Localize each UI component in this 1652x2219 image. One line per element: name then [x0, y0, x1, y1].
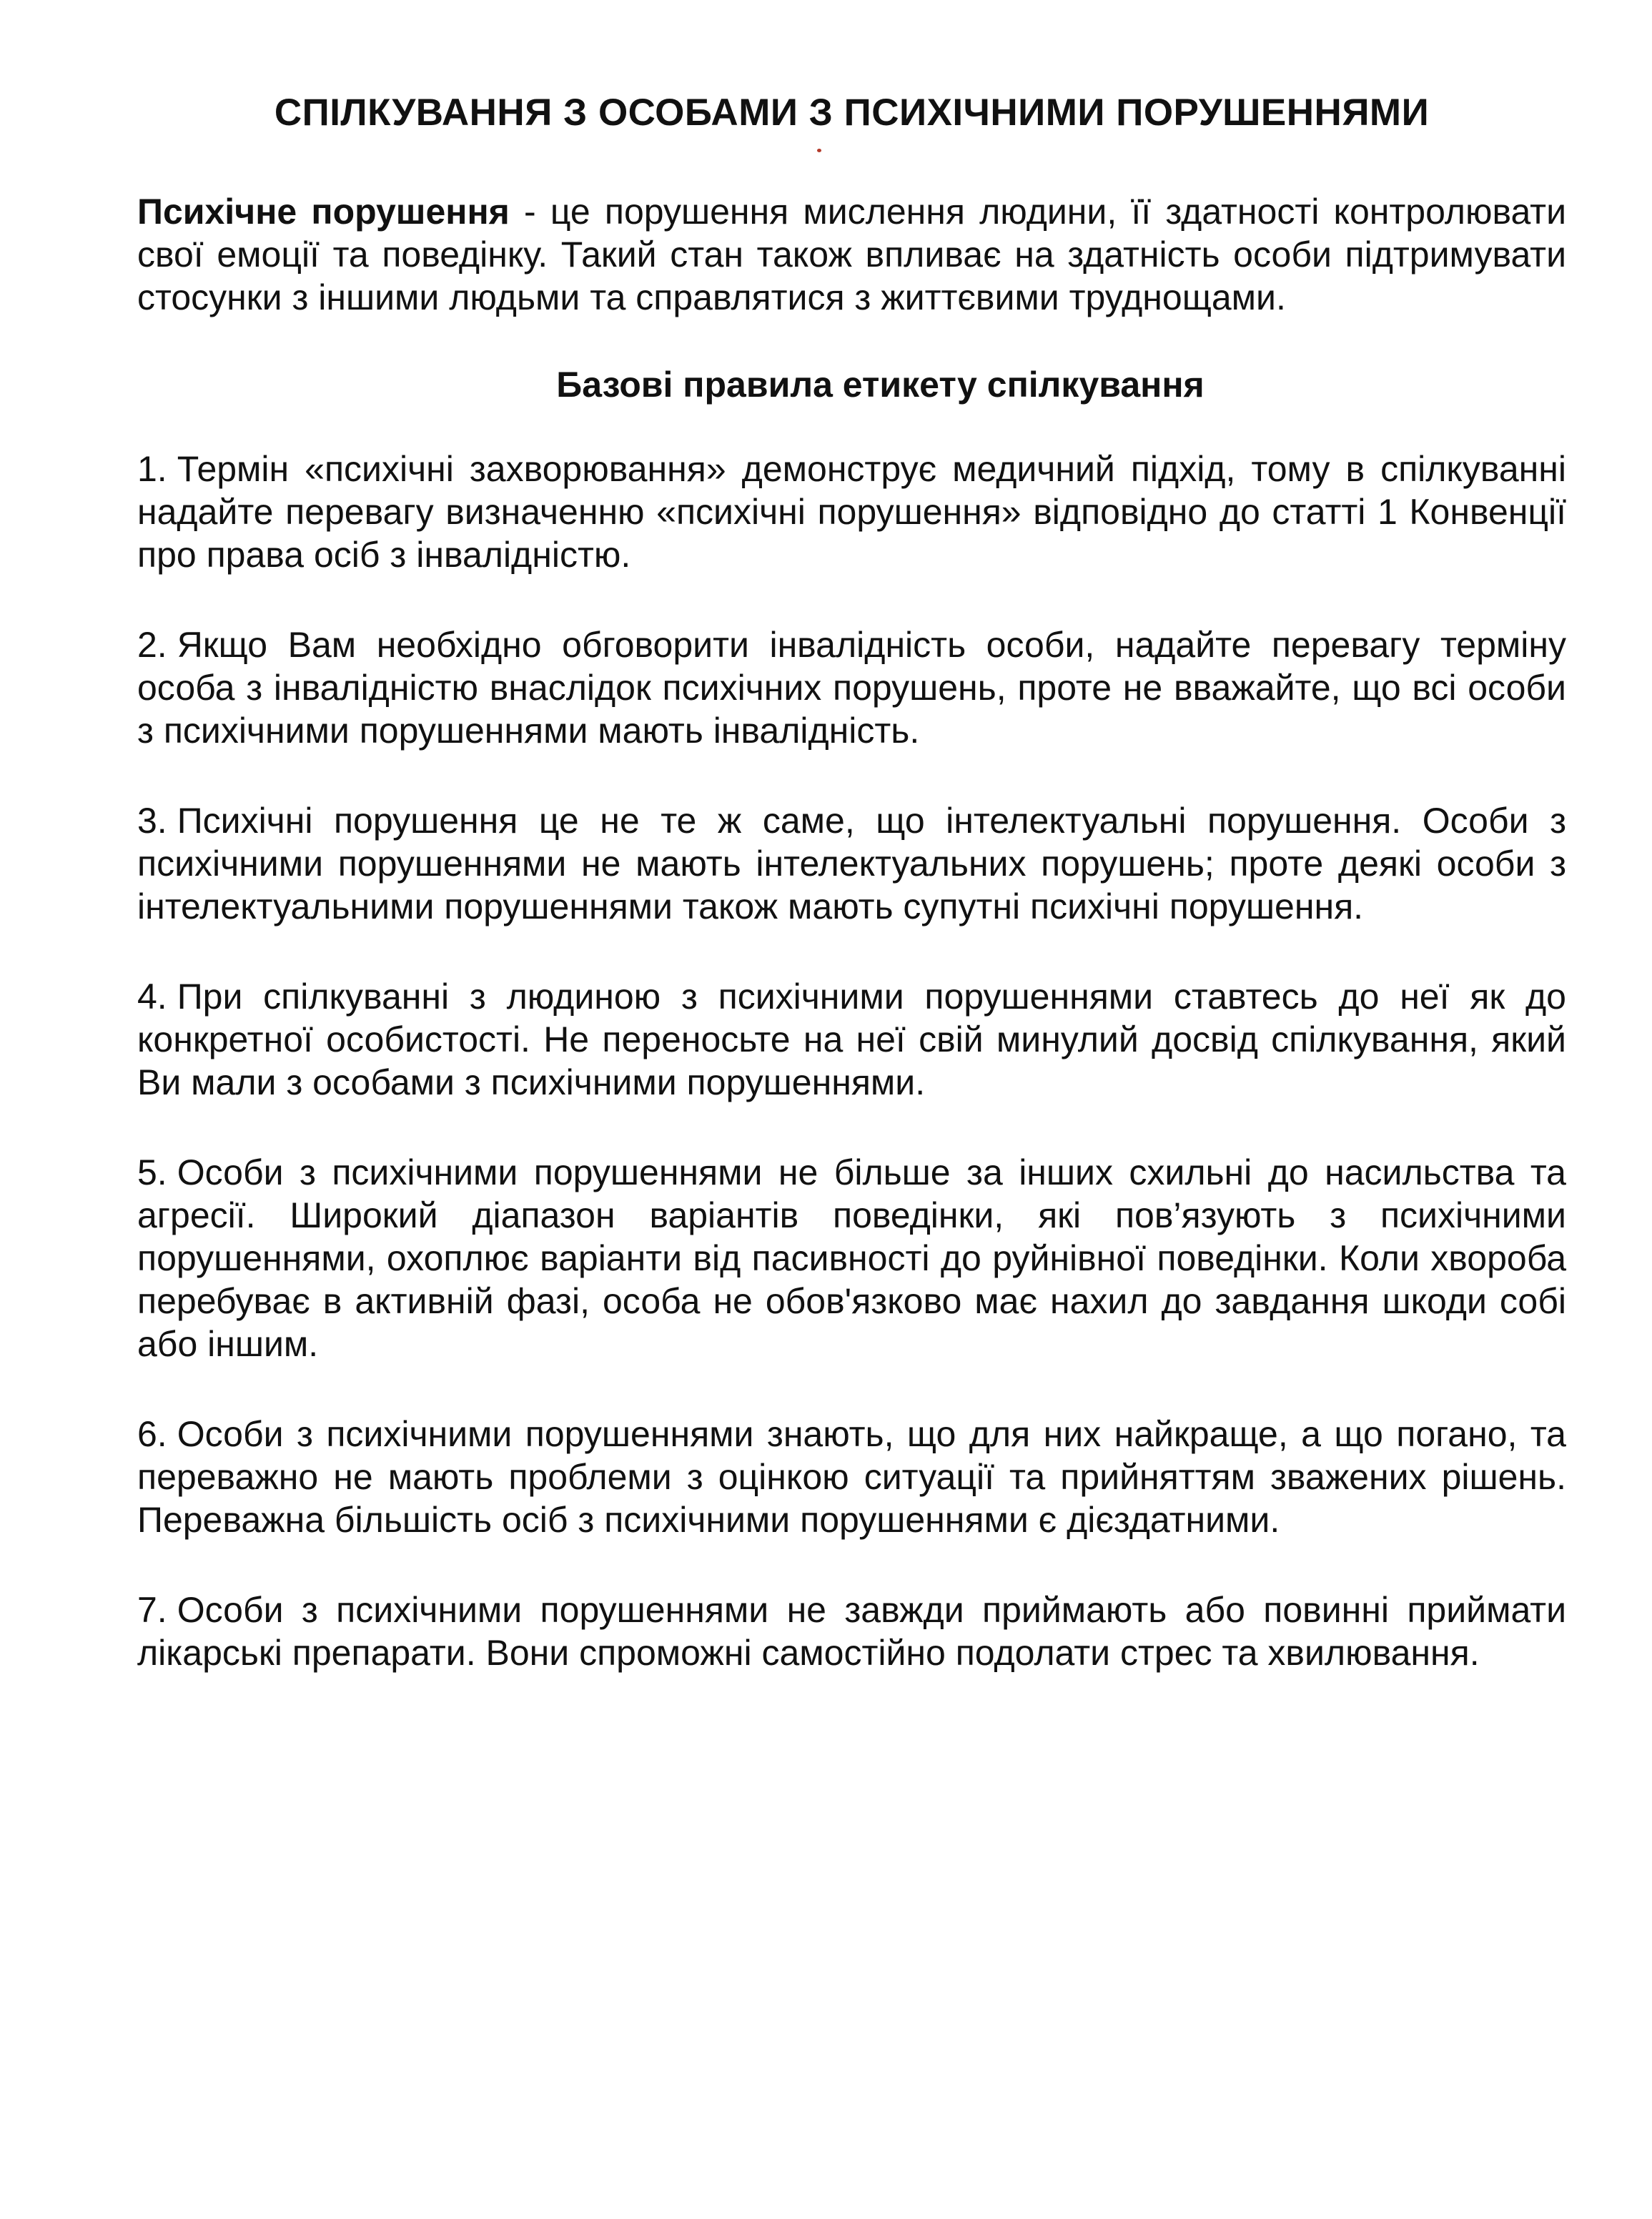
- rule-item: [137, 1588, 1566, 1674]
- section-heading: Базові правила етикету спілкування: [556, 365, 1205, 405]
- ink-dot: [817, 149, 821, 152]
- rule-number: 6.: [137, 1414, 167, 1454]
- rule-text: Термін «психічні захворювання» демонструє медичний підхід, тому в спілкуванні надайте перевагу визначенню «психічні порушення» відповідно до статті 1 Конвенції про права осіб з інвалідністю.: [137, 449, 1566, 575]
- rule-text: Особи з психічними порушеннями не завжди приймають або повинні приймати лікарські препарати. Вони спроможні самостійно подолати стрес та хвилювання.: [137, 1590, 1566, 1673]
- rule-text: При спілкуванні з людиною з психічними порушеннями ставтесь до неї як до конкретної особистості. Не переносьте на неї свій минулий досвід спілкування, який Ви мали з особами з психічними порушеннями.: [137, 977, 1566, 1102]
- rule-text: Якщо Вам необхідно обговорити інвалідність особи, надайте перевагу терміну особа з інвалідністю внаслідок психічних порушень, проте не вважайте, що всі особи з психічними порушеннями мають інвалідність.: [137, 625, 1566, 751]
- rule-number: 7.: [137, 1590, 167, 1630]
- rule-text: Психічні порушення це не те ж саме, що інтелектуальні порушення. Особи з психічними порушеннями не мають інтелектуальних порушень; проте деякі особи з інтелектуальними порушеннями також мають супутні психічні порушення.: [137, 801, 1566, 926]
- rule-item: [137, 975, 1566, 1104]
- definition-term: Психічне порушення: [137, 192, 510, 232]
- rules-list: [137, 448, 1566, 1674]
- rule-number: 5.: [137, 1152, 167, 1192]
- rule-item: [137, 799, 1566, 928]
- document-title: СПІЛКУВАННЯ З ОСОБАМИ З ПСИХІЧНИМИ ПОРУШЕННЯМИ: [274, 92, 1430, 134]
- rule-number: 3.: [137, 801, 167, 841]
- rule-number: 4.: [137, 977, 167, 1017]
- definition-text: - це порушення мислення людини, її здатності контролювати свої емоції та поведінку. Такий стан також впливає на здатність особи підтримувати стосунки з іншими людьми та справлятися з життєвими труднощами.: [137, 192, 1566, 317]
- rule-item: [137, 1151, 1566, 1365]
- rule-item: [137, 623, 1566, 752]
- rule-number: 2.: [137, 625, 167, 665]
- rule-item: [137, 1413, 1566, 1541]
- rule-item: [137, 448, 1566, 576]
- rule-text: Особи з психічними порушеннями знають, що для них найкраще, а що погано, та переважно не мають проблеми з оцінкою ситуації та прийняттям зважених рішень. Переважна більшість осіб з психічними порушеннями є дієздатними.: [137, 1414, 1566, 1540]
- definition-paragraph: [137, 190, 1566, 319]
- rule-text: Особи з психічними порушеннями не більше за інших схильні до насильства та агресії. Широкий діапазон варіантів поведінки, які пов’язують з психічними порушеннями, охоплює варіанти від пасивності до руйнівної поведінки. Коли хвороба перебуває в активній фазі, особа не обов'язково має нахил до завдання шкоди собі або іншим.: [137, 1152, 1566, 1364]
- rule-number: 1.: [137, 449, 167, 489]
